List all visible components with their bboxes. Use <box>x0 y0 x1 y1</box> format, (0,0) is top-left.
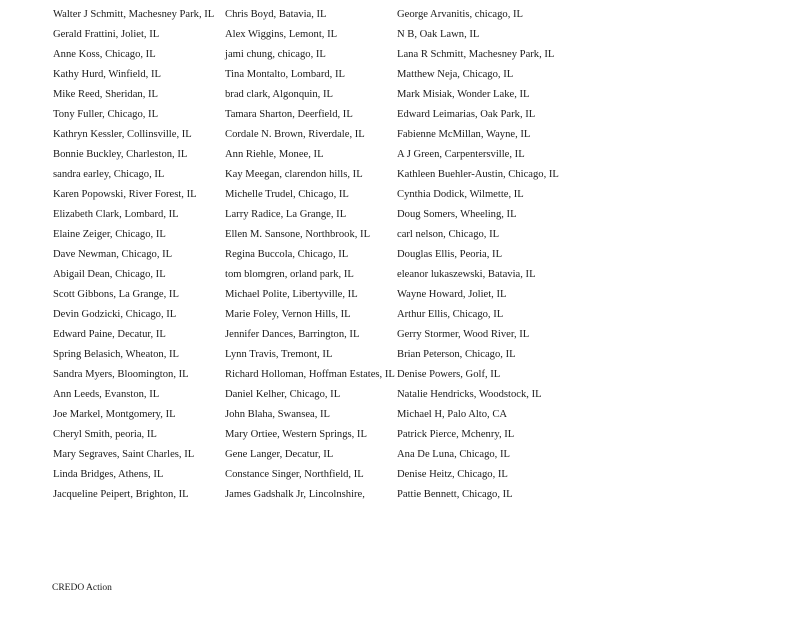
signer-entry: Mary Segraves, Saint Charles, IL <box>53 449 195 460</box>
signer-entry: Dave Newman, Chicago, IL <box>53 249 173 260</box>
signer-entry: Lana R Schmitt, Machesney Park, IL <box>397 49 555 60</box>
signer-entry: Joe Markel, Montgomery, IL <box>53 409 176 420</box>
signer-row <box>53 326 573 346</box>
signer-entry: Pattie Bennett, Chicago, IL <box>397 489 513 500</box>
signer-entry: George Arvanitis, chicago, IL <box>397 9 524 20</box>
signer-entry: Michael Polite, Libertyville, IL <box>225 289 358 300</box>
signer-entry: Denise Powers, Golf, IL <box>397 369 501 380</box>
signer-entry: Cordale N. Brown, Riverdale, IL <box>225 129 365 140</box>
signer-entry: Brian Peterson, Chicago, IL <box>397 349 516 360</box>
signer-row <box>53 226 573 246</box>
signer-entry: Jennifer Dances, Barrington, IL <box>225 329 360 340</box>
signer-entry: Alex Wiggins, Lemont, IL <box>225 29 338 40</box>
signer-entry: Mark Misiak, Wonder Lake, IL <box>397 89 530 100</box>
signer-entry: James Gadshalk Jr, Lincolnshire, <box>225 489 365 500</box>
signer-entry: Patrick Pierce, Mchenry, IL <box>397 429 515 440</box>
signer-row <box>53 466 573 486</box>
signer-row <box>53 486 573 506</box>
signer-entry: Walter J Schmitt, Machesney Park, IL <box>53 9 215 20</box>
signer-entry: Abigail Dean, Chicago, IL <box>53 269 166 280</box>
signer-row <box>53 286 573 306</box>
signer-entry: Constance Singer, Northfield, IL <box>225 469 364 480</box>
signer-entry: Linda Bridges, Athens, IL <box>53 469 164 480</box>
signer-entry: Kay Meegan, clarendon hills, IL <box>225 169 363 180</box>
signer-row <box>53 106 573 126</box>
signer-entry: Edward Leimarias, Oak Park, IL <box>397 109 536 120</box>
signer-row <box>53 26 573 46</box>
signer-row <box>53 186 573 206</box>
signer-row <box>53 266 573 286</box>
signer-entry: carl nelson, Chicago, IL <box>397 229 500 240</box>
signer-row <box>53 246 573 266</box>
signer-entry: John Blaha, Swansea, IL <box>225 409 331 420</box>
signer-entry: Daniel Kelher, Chicago, IL <box>225 389 341 400</box>
signer-entry: Kathryn Kessler, Collinsville, IL <box>53 129 192 140</box>
signer-entry: Elizabeth Clark, Lombard, IL <box>53 209 179 220</box>
signer-entry: Tony Fuller, Chicago, IL <box>53 109 159 120</box>
signer-entry: Wayne Howard, Joliet, IL <box>397 289 507 300</box>
signer-entry: Edward Paine, Decatur, IL <box>53 329 166 340</box>
signer-entry: Marie Foley, Vernon Hills, IL <box>225 309 351 320</box>
signer-entry: Fabienne McMillan, Wayne, IL <box>397 129 531 140</box>
signer-table <box>53 6 573 506</box>
signer-row <box>53 126 573 146</box>
signer-entry: Tamara Sharton, Deerfield, IL <box>225 109 353 120</box>
signer-entry: Chris Boyd, Batavia, IL <box>225 9 327 20</box>
signer-entry: Mary Ortiee, Western Springs, IL <box>225 429 367 440</box>
signer-entry: Matthew Neja, Chicago, IL <box>397 69 514 80</box>
signer-row <box>53 46 573 66</box>
signer-row <box>53 306 573 326</box>
signer-entry: N B, Oak Lawn, IL <box>397 29 480 40</box>
signer-row <box>53 406 573 426</box>
signer-entry: Larry Radice, La Grange, IL <box>225 209 347 220</box>
signer-entry: Natalie Hendricks, Woodstock, IL <box>397 389 542 400</box>
signer-entry: Cynthia Dodick, Wilmette, IL <box>397 189 524 200</box>
signer-entry: Ana De Luna, Chicago, IL <box>397 449 510 460</box>
signer-row <box>53 446 573 466</box>
signer-entry: eleanor lukaszewski, Batavia, IL <box>397 269 536 280</box>
signer-row <box>53 6 573 26</box>
signer-row <box>53 166 573 186</box>
signer-row <box>53 86 573 106</box>
signer-row <box>53 206 573 226</box>
signer-row <box>53 66 573 86</box>
signer-entry: Gerald Frattini, Joliet, IL <box>53 29 160 40</box>
signer-row <box>53 366 573 386</box>
signer-entry: Douglas Ellis, Peoria, IL <box>397 249 503 260</box>
signer-entry: Tina Montalto, Lombard, IL <box>225 69 345 80</box>
signer-entry: Ann Riehle, Monee, IL <box>225 149 324 160</box>
signer-entry: Arthur Ellis, Chicago, IL <box>397 309 504 320</box>
signer-entry: Anne Koss, Chicago, IL <box>53 49 156 60</box>
signer-row <box>53 346 573 366</box>
signer-entry: Gerry Stormer, Wood River, IL <box>397 329 530 340</box>
signer-entry: brad clark, Algonquin, IL <box>225 89 333 100</box>
signer-entry: Spring Belasich, Wheaton, IL <box>53 349 180 360</box>
signer-entry: Kathleen Buehler-Austin, Chicago, IL <box>397 169 559 180</box>
signer-row <box>53 386 573 406</box>
signer-entry: Kathy Hurd, Winfield, IL <box>53 69 161 80</box>
signer-entry: Michelle Trudel, Chicago, IL <box>225 189 349 200</box>
signer-entry: Jacqueline Peipert, Brighton, IL <box>53 489 189 500</box>
signer-entry: Richard Holloman, Hoffman Estates, IL <box>225 369 395 380</box>
signer-row <box>53 146 573 166</box>
signer-entry: Cheryl Smith, peoria, IL <box>53 429 157 440</box>
signer-entry: tom blomgren, orland park, IL <box>225 269 354 280</box>
signer-entry: A J Green, Carpentersville, IL <box>397 149 525 160</box>
signer-entry: Doug Somers, Wheeling, IL <box>397 209 517 220</box>
signer-entry: Regina Buccola, Chicago, IL <box>225 249 349 260</box>
signer-entry: Mike Reed, Sheridan, IL <box>53 89 159 100</box>
signer-entry: jami chung, chicago, IL <box>225 49 326 60</box>
signer-entry: sandra earley, Chicago, IL <box>53 169 165 180</box>
signer-entry: Lynn Travis, Tremont, IL <box>225 349 333 360</box>
signer-entry: Karen Popowski, River Forest, IL <box>53 189 197 200</box>
signer-entry: Devin Godzicki, Chicago, IL <box>53 309 177 320</box>
signer-list <box>53 6 573 506</box>
signer-row <box>53 426 573 446</box>
signer-entry: Ann Leeds, Evanston, IL <box>53 389 160 400</box>
signer-entry: Scott Gibbons, La Grange, IL <box>53 289 179 300</box>
signer-entry: Ellen M. Sansone, Northbrook, IL <box>225 229 371 240</box>
signer-entry: Michael H, Palo Alto, CA <box>397 409 508 420</box>
signer-entry: Gene Langer, Decatur, IL <box>225 449 334 460</box>
signer-entry: Elaine Zeiger, Chicago, IL <box>53 229 166 240</box>
signer-entry: Bonnie Buckley, Charleston, IL <box>53 149 188 160</box>
footer-credo-action: CREDO Action <box>52 583 112 593</box>
signer-entry: Denise Heitz, Chicago, IL <box>397 469 508 480</box>
signer-entry: Sandra Myers, Bloomington, IL <box>53 369 189 380</box>
